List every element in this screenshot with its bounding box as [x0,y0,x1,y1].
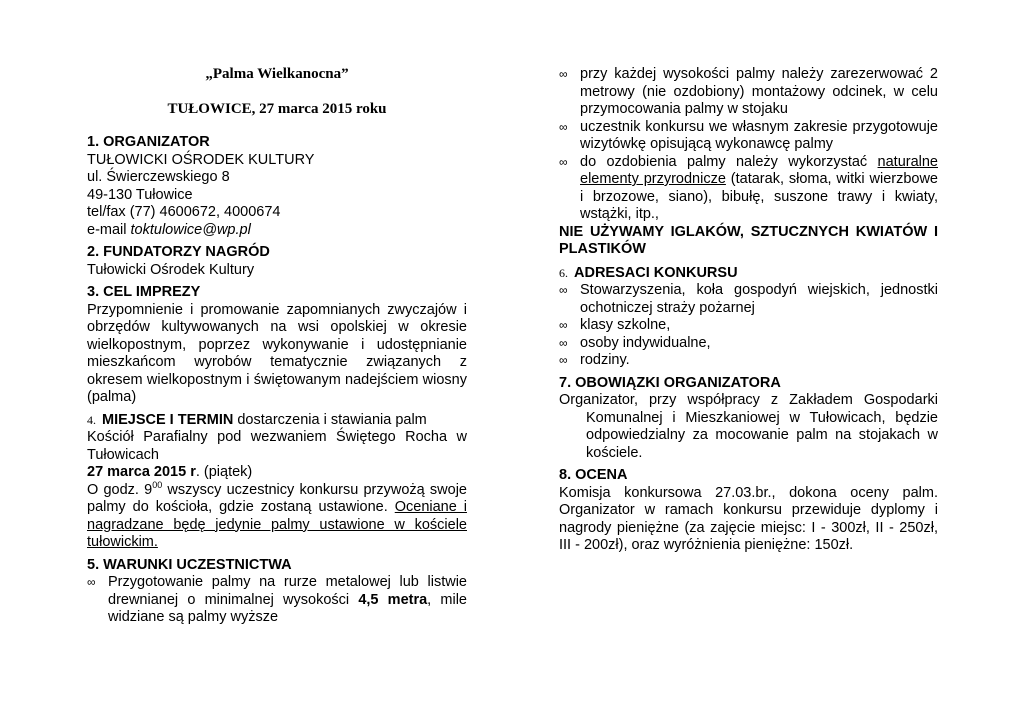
time-minutes: 00 [152,479,163,490]
section-4-place: Kościół Parafialny pod wezwaniem Świętego Rocha w Tułowicach [87,429,467,463]
condition-item-1 [87,574,467,627]
section-4-number: 4. [87,412,96,427]
infinity-bullet-icon: ∞ [87,575,96,589]
document-title: „Palma Wielkanocna” [205,66,349,82]
section-3-heading: 3. CEL IMPREZY [87,284,201,300]
section-8-heading: 8. OCENA [559,467,628,483]
organizer-name: TUŁOWICKI OŚRODEK KULTURY [87,151,315,168]
condition-2-text: przy każdej wysokości palmy należy zarezerwować 2 metrowy (nie ozdobiony) montażowy odcinek, w celu przymocowania palmy w stojaku [580,66,938,117]
recipient-2-text: klasy szkolne, [580,317,671,333]
section-5-heading: 5. WARUNKI UCZESTNICTWA [87,556,292,573]
section-1-heading: 1. ORGANIZATOR [87,134,210,150]
condition-1-c: , mile widziane są palmy wyższe [108,591,467,625]
section-2-heading: 2. FUNDATORZY NAGRÓD [87,244,270,260]
materials-warning: NIE UŻYWAMY IGLAKÓW, SZTUCZNYCH KWIATÓW I PLASTIKÓW [559,223,938,257]
section-4-title: MIEJSCE I TERMIN [102,411,234,428]
infinity-bullet-icon: ∞ [559,119,568,134]
infinity-bullet-icon: ∞ [559,335,568,350]
section-7-first-line: Organizator, przy współpracy z Zakładem Gospodarki [559,392,938,408]
condition-item-3 [559,119,938,154]
document-subtitle: TUŁOWICE, 27 marca 2015 roku [167,100,387,117]
infinity-bullet-icon: ∞ [559,353,568,367]
recipient-item-1 [559,282,938,317]
section-2-text: Tułowicki Ośrodek Kultury [87,261,255,278]
section-4-heading [87,412,467,430]
condition-item-2 [559,66,938,119]
right-column [559,66,938,555]
section-4-time [87,479,467,552]
event-day: . (piątek) [195,464,253,480]
section-3-text: Przypomnienie i promowanie zapomnianych zwyczajów i obrzędów kultywowanych na wsi opolskiej w okresie wielkopostnym, poprzez wykonywanie i udostępnianie mieszkańcom wyrobów tematycznie związanych z okresem wielkopostnym i świętowanym nadejściem wiosny (palma) [87,301,467,405]
infinity-bullet-icon: ∞ [559,154,568,169]
event-date: 27 marca 2015 r [87,464,196,480]
condition-4-a: do ozdobienia palmy należy wykorzystać [580,153,878,170]
condition-4-natural: naturalne elementy przyrodnicze [580,153,938,187]
section-4-date [87,464,467,482]
condition-3-text: uczestnik konkursu we własnym zakresie przygotowuje wizytówkę opisującą wykonawcę palmy [580,118,938,152]
organizer-city: 49-130 Tułowice [87,186,193,203]
recipient-item-2 [559,317,938,335]
section-7-rest: Komunalnej i Mieszkaniowej w Tułowicach, będzie odpowiedzialny za mocowanie palm na stojakach w kościele. [586,409,938,461]
section-6-title: ADRESACI KONKURSU [574,264,738,281]
condition-1-a: Przygotowanie palmy na rurze metalowej lub listwie drewnianej o minimalnej wysokości [108,574,467,608]
infinity-bullet-icon: ∞ [559,283,568,297]
evaluation-note: Oceniane i nagradzane będę jedynie palmy ustawione w kościele tułowickim. [87,499,467,550]
recipient-4-text: rodziny. [580,352,630,368]
recipient-1-text: Stowarzyszenia, koła gospodyń wiejskich, jednostki ochotniczej straży pożarnej [580,282,938,316]
email-address: toktulowice@wp.pl [130,221,251,238]
organizer-email-line [87,222,467,240]
section-6-number: 6. [559,265,568,280]
infinity-bullet-icon: ∞ [559,67,568,81]
section-7-heading: 7. OBOWIĄZKI ORGANIZATORA [559,374,781,391]
email-label: e-mail [87,221,131,238]
recipient-3-text: osoby indywidualne, [580,334,711,351]
organizer-street: ul. Świerczewskiego 8 [87,169,230,185]
condition-1-height: 4,5 metra [358,591,428,608]
condition-4-b: (tatarak, słoma, witki wierzbowe i brzozowe, siano), bibułę, suszone trawy i kwiaty, wstążki, itp., [580,171,938,222]
infinity-bullet-icon: ∞ [559,318,568,332]
recipient-item-3 [559,335,938,353]
time-text: wszyscy uczestnicy konkursu przywożą swoje palmy do kościoła, gdzie zostaną ustawione. [87,481,467,515]
organizer-phone: tel/fax (77) 4600672, 4000674 [87,204,281,220]
recipient-item-4 [559,352,938,370]
section-6-heading [559,265,938,283]
section-8-text: Komisja konkursowa 27.03.br., dokona oceny palm. Organizator w ramach konkursu przewiduje dyplomy i nagrody pieniężne (za zajęcie miejsc: I - 300zł, II - 250zł, III - 200zł), oraz wyróżnienia pieniężne: 150zł. [559,484,938,553]
section-4-title-rest: dostarczenia i stawiania palm [233,411,427,428]
condition-item-4 [559,154,938,224]
left-column [87,66,467,627]
time-prefix: O godz. 9 [87,481,153,498]
